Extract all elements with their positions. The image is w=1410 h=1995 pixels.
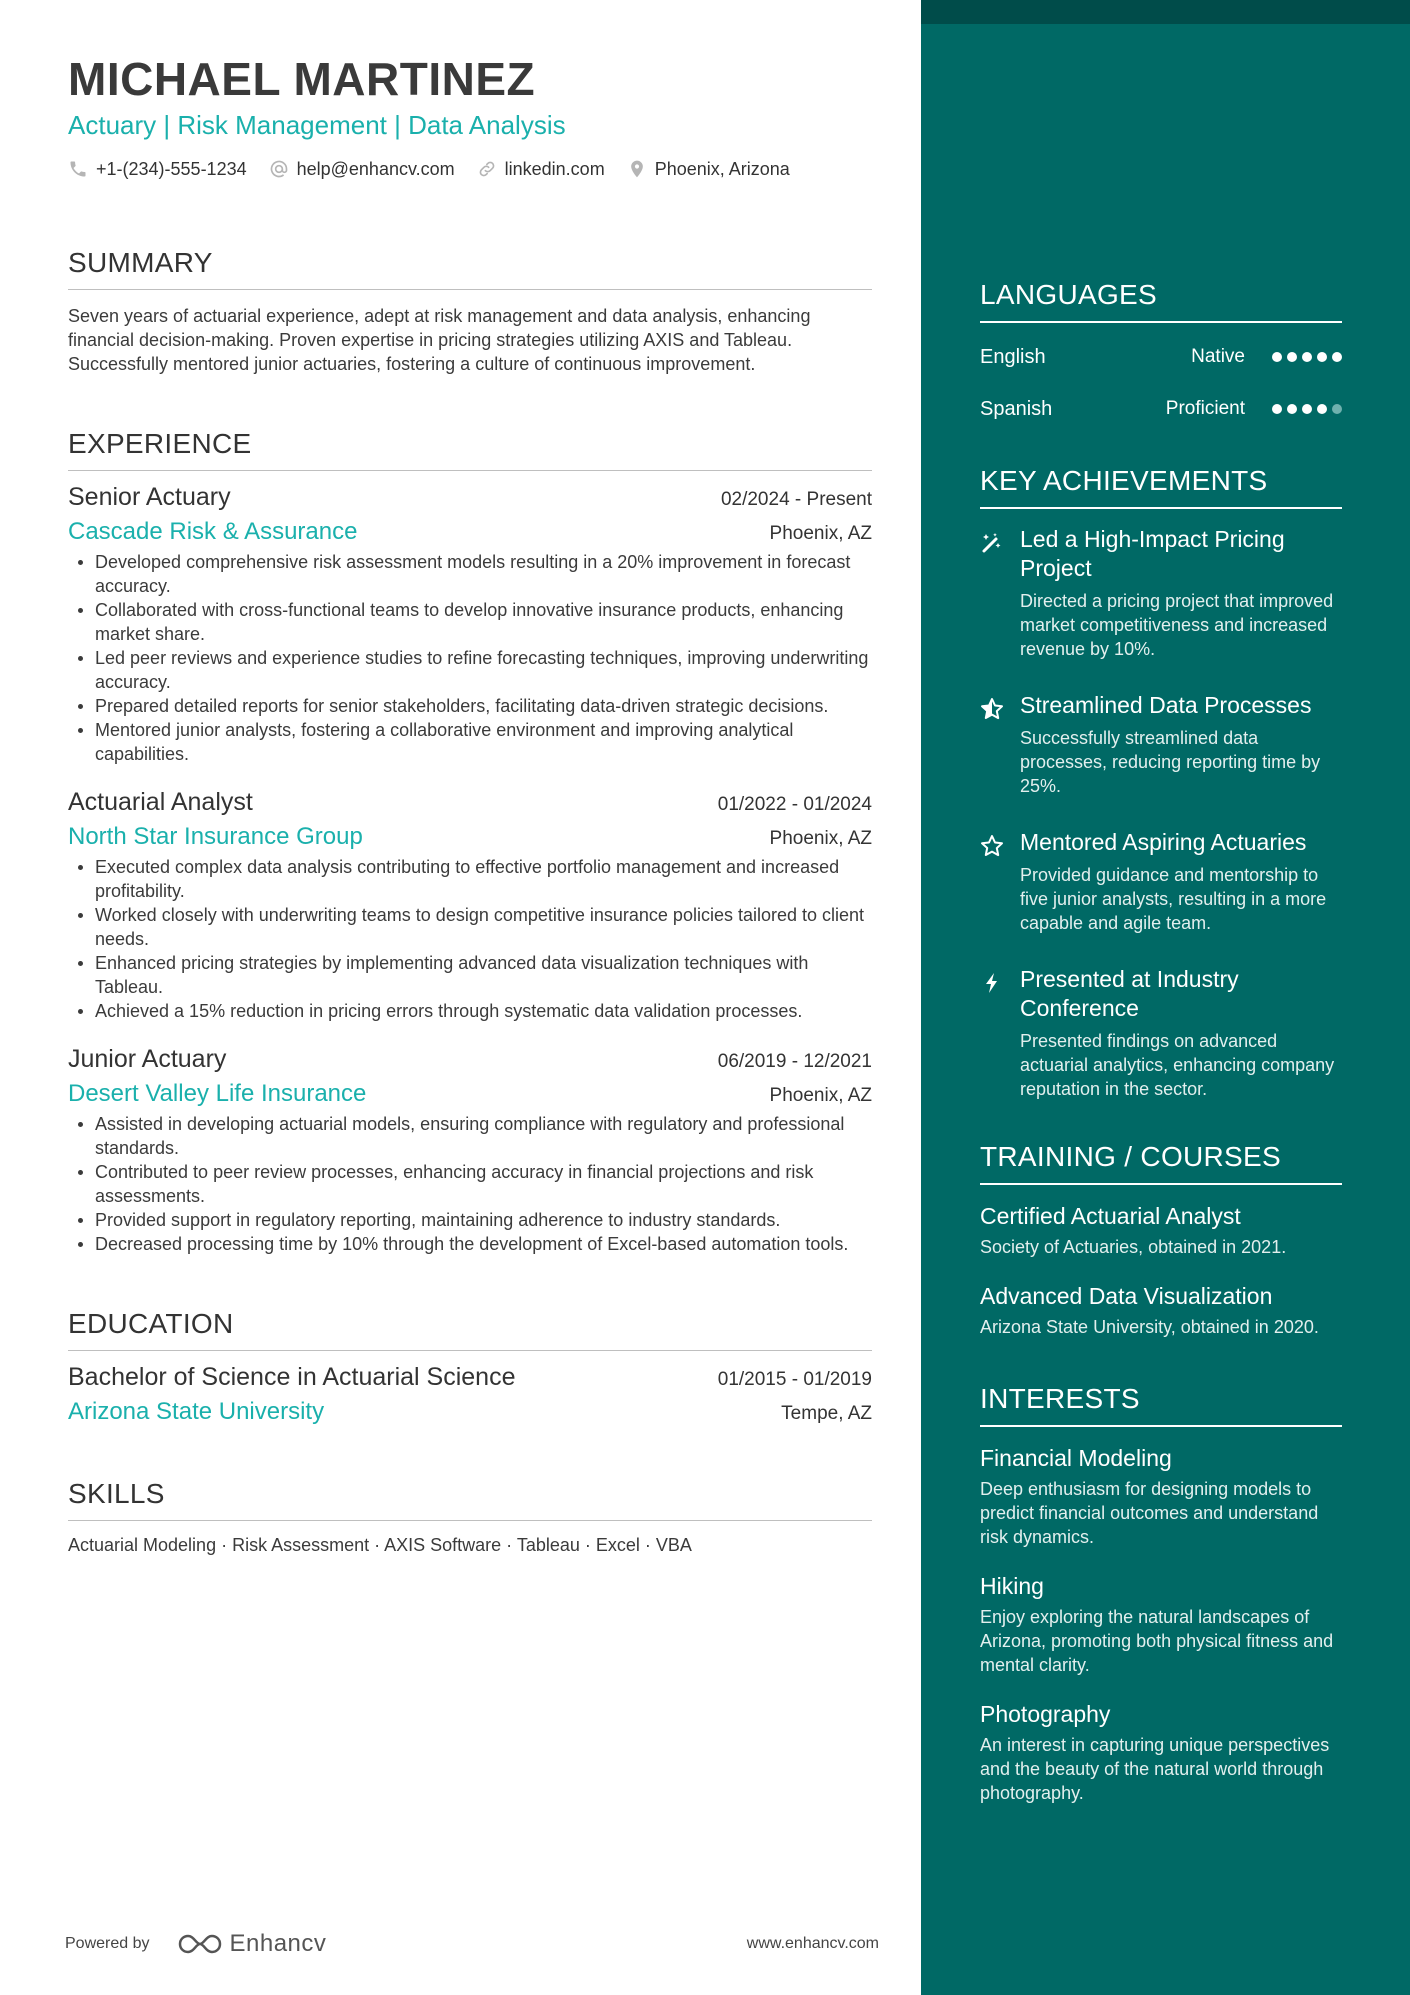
summary-text: Seven years of actuarial experience, adept at risk management and data analysis, enhancing financial decision-making. Proven expertise in pricing strategies utilizing AXIS and Tableau. Successfully mentored junior actuaries, fostering a culture of continuous improvement. (68, 306, 811, 374)
interests-heading: INTERESTS (980, 1383, 1342, 1427)
bullet-item: Worked closely with underwriting teams to design competitive insurance policies tailored to client needs. (68, 903, 872, 951)
language-rating (1267, 352, 1342, 362)
training-section (980, 1141, 1342, 1339)
rating-dot-filled (1332, 352, 1342, 362)
rating-dot-filled (1287, 352, 1297, 362)
languages-section (980, 279, 1342, 427)
bullet-item: Led peer reviews and experience studies to refine forecasting techniques, improving underwriting accuracy. (68, 646, 872, 694)
job-bullets (68, 550, 872, 766)
half-star-icon (980, 697, 1004, 721)
bullet-item: Collaborated with cross-functional teams to develop innovative insurance products, enhancing market share. (68, 598, 872, 646)
language-name: Spanish (980, 397, 1053, 420)
experience-section (68, 428, 921, 1256)
achievement-desc: Provided guidance and mentorship to five junior analysts, resulting in a more capable and agile team. (1020, 865, 1327, 933)
bullet-item: Provided support in regulatory reporting, maintaining adherence to industry standards. (68, 1208, 872, 1232)
job-entry (68, 788, 872, 1023)
education-entry (68, 1363, 872, 1426)
website-link[interactable]: www.enhancv.com (746, 1935, 879, 1952)
skills-section (68, 1478, 921, 1556)
rating-dot-empty (1332, 404, 1342, 414)
sidebar (921, 0, 1410, 1995)
footer (65, 1930, 879, 1958)
lightning-icon (980, 971, 1004, 995)
contact-list (68, 154, 868, 184)
brand-logo[interactable] (176, 1930, 327, 1958)
interest-desc: An interest in capturing unique perspectives and the beauty of the natural world through photography. (980, 1735, 1330, 1803)
job-bullets (68, 855, 872, 1023)
language-level: Native (1191, 346, 1245, 367)
star-outline-icon (980, 834, 1004, 858)
job-company: Cascade Risk & Assurance (68, 518, 358, 545)
bullet-item: Mentored junior analysts, fostering a collaborative environment and improving analytical capabilities. (68, 718, 872, 766)
bullet-item: Decreased processing time by 10% through the development of Excel-based automation tools. (68, 1232, 872, 1256)
language-item (980, 391, 1342, 427)
rating-dot-filled (1272, 404, 1282, 414)
course-desc: Society of Actuaries, obtained in 2021. (980, 1237, 1287, 1257)
summary-section (68, 247, 921, 376)
education-section (68, 1308, 921, 1426)
interest-item (980, 1699, 1342, 1805)
achievement-title: Led a High-Impact Pricing Project (1020, 526, 1285, 581)
rating-dot-filled (1287, 404, 1297, 414)
education-dates: 01/2015 - 01/2019 (717, 1369, 872, 1390)
bullet-item: Achieved a 15% reduction in pricing errors through systematic data validation processes. (68, 999, 872, 1023)
contact-email[interactable] (269, 154, 455, 184)
training-heading: TRAINING / COURSES (980, 1141, 1342, 1185)
rating-dot-filled (1302, 404, 1312, 414)
school-name: Arizona State University (68, 1398, 325, 1425)
course-item (980, 1201, 1342, 1259)
skills-heading: SKILLS (68, 1478, 872, 1521)
interest-title: Photography (980, 1701, 1111, 1727)
job-entry (68, 1045, 872, 1256)
powered-by-label: Powered by (65, 1935, 150, 1952)
candidate-title: Actuary | Risk Management | Data Analysis (68, 110, 566, 140)
achievement-desc: Successfully streamlined data processes, reducing reporting time by 25%. (1020, 728, 1321, 796)
job-company: Desert Valley Life Insurance (68, 1080, 367, 1107)
experience-heading: EXPERIENCE (68, 428, 872, 471)
skills-list: Actuarial Modeling · Risk Assessment · AXIS Software · Tableau · Excel · VBA (68, 1535, 692, 1555)
job-title: Junior Actuary (68, 1045, 227, 1073)
job-title: Actuarial Analyst (68, 788, 253, 816)
bullet-item: Executed complex data analysis contributing to effective portfolio management and increased profitability. (68, 855, 872, 903)
job-location: Phoenix, AZ (769, 828, 872, 849)
rating-dot-filled (1272, 352, 1282, 362)
interest-item (980, 1443, 1342, 1549)
interest-title: Financial Modeling (980, 1445, 1172, 1471)
interest-item (980, 1571, 1342, 1677)
course-title: Advanced Data Visualization (980, 1283, 1273, 1309)
job-location: Phoenix, AZ (769, 1085, 872, 1106)
candidate-name: MICHAEL MARTINEZ (68, 53, 536, 105)
rating-dot-filled (1317, 352, 1327, 362)
bullet-item: Prepared detailed reports for senior stakeholders, facilitating data-driven strategic decisions. (68, 694, 872, 718)
brand-name: Enhancv (229, 1930, 327, 1957)
language-rating (1267, 404, 1342, 414)
achievement-item (980, 691, 1342, 798)
achievement-title: Mentored Aspiring Actuaries (1020, 829, 1307, 855)
location-text: Phoenix, Arizona (654, 158, 790, 179)
phone-icon (68, 159, 88, 179)
job-dates: 02/2024 - Present (720, 489, 872, 510)
location-pin-icon (627, 159, 647, 179)
summary-heading: SUMMARY (68, 247, 872, 290)
rating-dot-filled (1317, 404, 1327, 414)
email-text[interactable]: help@enhancv.com (296, 158, 455, 179)
school-location: Tempe, AZ (781, 1403, 872, 1424)
interest-desc: Deep enthusiasm for designing models to predict financial outcomes and understand risk dynamics. (980, 1479, 1319, 1547)
contact-phone (68, 154, 247, 184)
language-name: English (980, 345, 1046, 368)
bullet-item: Contributed to peer review processes, enhancing accuracy in financial projections and risk assessments. (68, 1160, 872, 1208)
enhancv-logo-icon (176, 1932, 224, 1956)
language-item (980, 339, 1342, 375)
powered-by (65, 1930, 326, 1958)
education-heading: EDUCATION (68, 1308, 872, 1351)
job-dates: 06/2019 - 12/2021 (717, 1051, 872, 1072)
job-entry (68, 483, 872, 766)
languages-heading: LANGUAGES (980, 279, 1342, 323)
magic-wand-icon (980, 531, 1004, 555)
contact-linkedin[interactable] (477, 154, 605, 184)
job-title: Senior Actuary (68, 483, 231, 511)
job-company: North Star Insurance Group (68, 823, 363, 850)
bullet-item: Developed comprehensive risk assessment models resulting in a 20% improvement in forecast accuracy. (68, 550, 872, 598)
interest-title: Hiking (980, 1573, 1044, 1599)
interests-section (980, 1383, 1342, 1805)
achievement-desc: Directed a pricing project that improved market competitiveness and increased revenue by 10%. (1020, 591, 1334, 659)
sidebar-top-bar (921, 0, 1410, 24)
achievement-item (980, 525, 1342, 661)
achievement-desc: Presented findings on advanced actuarial analytics, enhancing company reputation in the sector. (1020, 1031, 1335, 1099)
achievement-title: Streamlined Data Processes (1020, 692, 1312, 718)
achievements-heading: KEY ACHIEVEMENTS (980, 465, 1342, 509)
achievements-section (980, 465, 1342, 1101)
linkedin-text[interactable]: linkedin.com (504, 158, 605, 179)
interest-desc: Enjoy exploring the natural landscapes of Arizona, promoting both physical fitness and mental clarity. (980, 1607, 1334, 1675)
achievement-item (980, 828, 1342, 935)
course-desc: Arizona State University, obtained in 2020. (980, 1317, 1319, 1337)
at-icon (269, 159, 289, 179)
job-location: Phoenix, AZ (769, 523, 872, 544)
degree-title: Bachelor of Science in Actuarial Science (68, 1363, 516, 1391)
phone-text: +1-(234)-555-1234 (96, 158, 247, 179)
link-icon (477, 159, 497, 179)
rating-dot-filled (1302, 352, 1312, 362)
job-bullets (68, 1112, 872, 1256)
job-dates: 01/2022 - 01/2024 (717, 794, 872, 815)
bullet-item: Assisted in developing actuarial models, ensuring compliance with regulatory and professional standards. (68, 1112, 872, 1160)
bullet-item: Enhanced pricing strategies by implementing advanced data visualization techniques with Tableau. (68, 951, 872, 999)
achievement-item (980, 965, 1342, 1101)
language-level: Proficient (1165, 398, 1245, 419)
achievement-title: Presented at Industry Conference (1020, 966, 1239, 1021)
course-item (980, 1281, 1342, 1339)
contact-location (627, 154, 790, 184)
course-title: Certified Actuarial Analyst (980, 1203, 1241, 1229)
